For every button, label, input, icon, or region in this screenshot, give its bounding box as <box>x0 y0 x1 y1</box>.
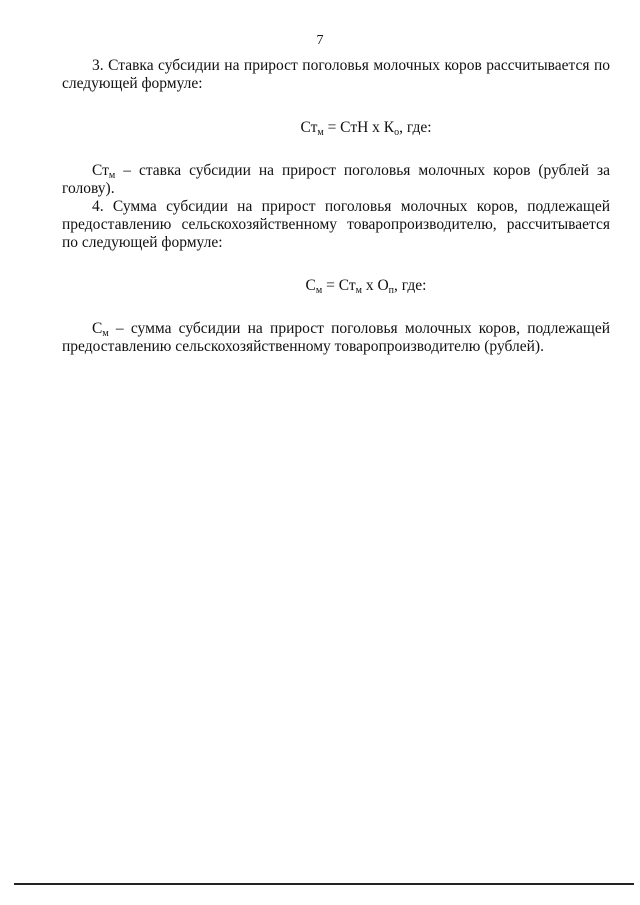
paragraph-4: 4. Сумма субсидии на прирост поголовья молочных коров, подлежащей предоставлению сельскохозяйственному товаропроизводителю, рассчитывается по следующей формуле: <box>62 198 610 251</box>
definition-sum <box>62 320 610 356</box>
formula-rate-mid-sub: о <box>394 127 400 138</box>
formula-rate-mid: = СтН х К <box>323 119 395 136</box>
formula-sum-lhs: С <box>305 277 316 294</box>
formula-sum-mid: = Ст <box>322 277 356 294</box>
definition-rate-symbol: Ст <box>92 162 109 179</box>
formula-sum-tail: , где: <box>394 277 427 294</box>
definition-rate <box>62 162 610 198</box>
formula-rate-lhs: Ст <box>300 119 318 136</box>
formula-rate <box>62 119 610 137</box>
formula-sum-mid2-sub: п <box>388 285 395 296</box>
definition-sum-symbol: С <box>92 320 103 337</box>
page-bottom-rule <box>14 883 634 885</box>
definition-sum-symbol-sub: м <box>102 328 109 339</box>
formula-sum-mid2: х О <box>361 277 389 294</box>
definition-sum-text: – сумма субсидии на прирост поголовья молочных коров, подлежащей предоставлению сельскохозяйственному товаропроизводителю (рублей). <box>62 320 610 355</box>
document-body <box>62 57 610 356</box>
formula-sum-mid-sub: м <box>355 285 362 296</box>
formula-sum <box>62 277 610 295</box>
definition-rate-text: – ставка субсидии на прирост поголовья молочных коров (рублей за голову). <box>62 162 610 197</box>
page-number: 7 <box>316 33 324 48</box>
formula-sum-lhs-sub: м <box>315 285 323 296</box>
definition-rate-symbol-sub: м <box>108 170 116 181</box>
paragraph-3: 3. Ставка субсидии на прирост поголовья молочных коров рассчитывается по следующей формуле: <box>62 57 610 92</box>
formula-rate-lhs-sub: м <box>317 127 324 138</box>
formula-rate-tail: , где: <box>399 119 432 136</box>
